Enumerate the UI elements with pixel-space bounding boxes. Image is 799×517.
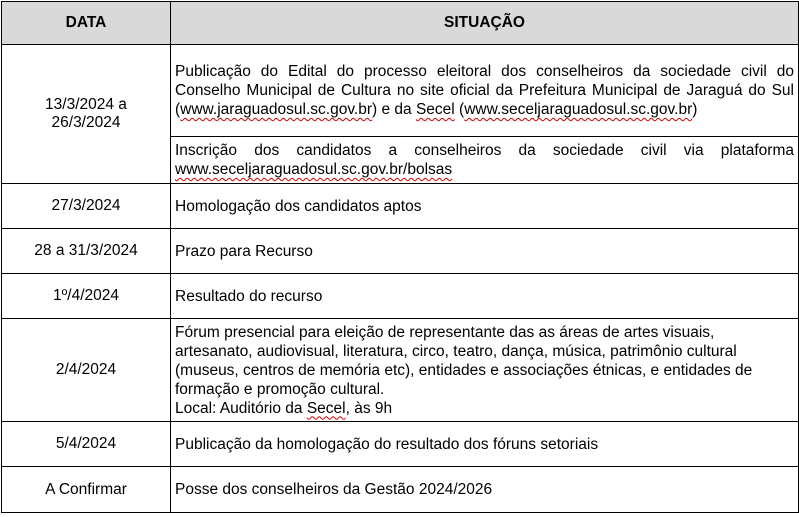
row-date: 2/4/2024 — [2, 319, 171, 422]
link-prefeitura[interactable]: www.jaraguadosul.sc.gov.br — [180, 101, 373, 118]
row-situation: Publicação da homologação do resultado dos fóruns setoriais — [171, 422, 799, 467]
row-situation: Resultado do recurso — [171, 274, 799, 319]
secel-word: Secel — [415, 101, 455, 118]
table-row — [2, 45, 799, 137]
row-situation — [171, 137, 799, 184]
row-date — [2, 45, 171, 184]
table-row — [2, 274, 799, 319]
row-date: 1º/4/2024 — [2, 274, 171, 319]
secel-word: Secel — [306, 399, 346, 417]
table-header-row — [2, 2, 799, 45]
text-segment: ) e da — [372, 101, 416, 118]
table-row — [2, 184, 799, 229]
row-situation: Homologação dos candidatos aptos — [171, 184, 799, 229]
text-segment: ( — [454, 101, 465, 118]
date-line: 13/3/2024 a — [45, 96, 127, 113]
row-date: 28 a 31/3/2024 — [2, 229, 171, 274]
table-row — [2, 319, 799, 422]
forum-description: Fórum presencial para eleição de representante das as áreas de artes visuais, artesanato, audiovisual, literatura, circo, teatro, dança, música, patrimônio cultural (museus, centros de memória etc), entidades e associações étnicas, e entidades de formação e promoção cultural. — [175, 323, 753, 398]
text-segment: Local: Auditório da — [175, 399, 307, 417]
row-date: 5/4/2024 — [2, 422, 171, 467]
text-segment: ) — [692, 101, 698, 118]
row-date: A Confirmar — [2, 467, 171, 513]
row-situation — [171, 319, 799, 422]
row-situation — [171, 45, 799, 137]
text-segment: Publicação do Edital do processo eleitoral dos conselheiros da sociedade civil do Conselho Municipal de Cultura no site oficial da Prefeitura Municipal de Jaraguá do Sul ( — [175, 63, 794, 118]
schedule-table — [1, 1, 799, 513]
link-bolsas[interactable]: www.seceljaraguadosul.sc.gov.br/bolsas — [175, 161, 453, 178]
text-segment: Inscrição dos candidatos a conselheiros da sociedade civil via plataforma — [175, 142, 794, 159]
row-situation: Prazo para Recurso — [171, 229, 799, 274]
header-date: DATA — [2, 2, 171, 45]
row-situation: Posse dos conselheiros da Gestão 2024/2026 — [171, 467, 799, 513]
date-line: 26/3/2024 — [51, 114, 121, 131]
table-row — [2, 229, 799, 274]
forum-location — [175, 399, 794, 418]
table-row — [2, 422, 799, 467]
table-row — [2, 467, 799, 513]
row-date: 27/3/2024 — [2, 184, 171, 229]
link-secel[interactable]: www.seceljaraguadosul.sc.gov.br — [464, 101, 693, 118]
text-segment: , às 9h — [345, 399, 393, 417]
header-situation: SITUAÇÃO — [171, 2, 799, 45]
